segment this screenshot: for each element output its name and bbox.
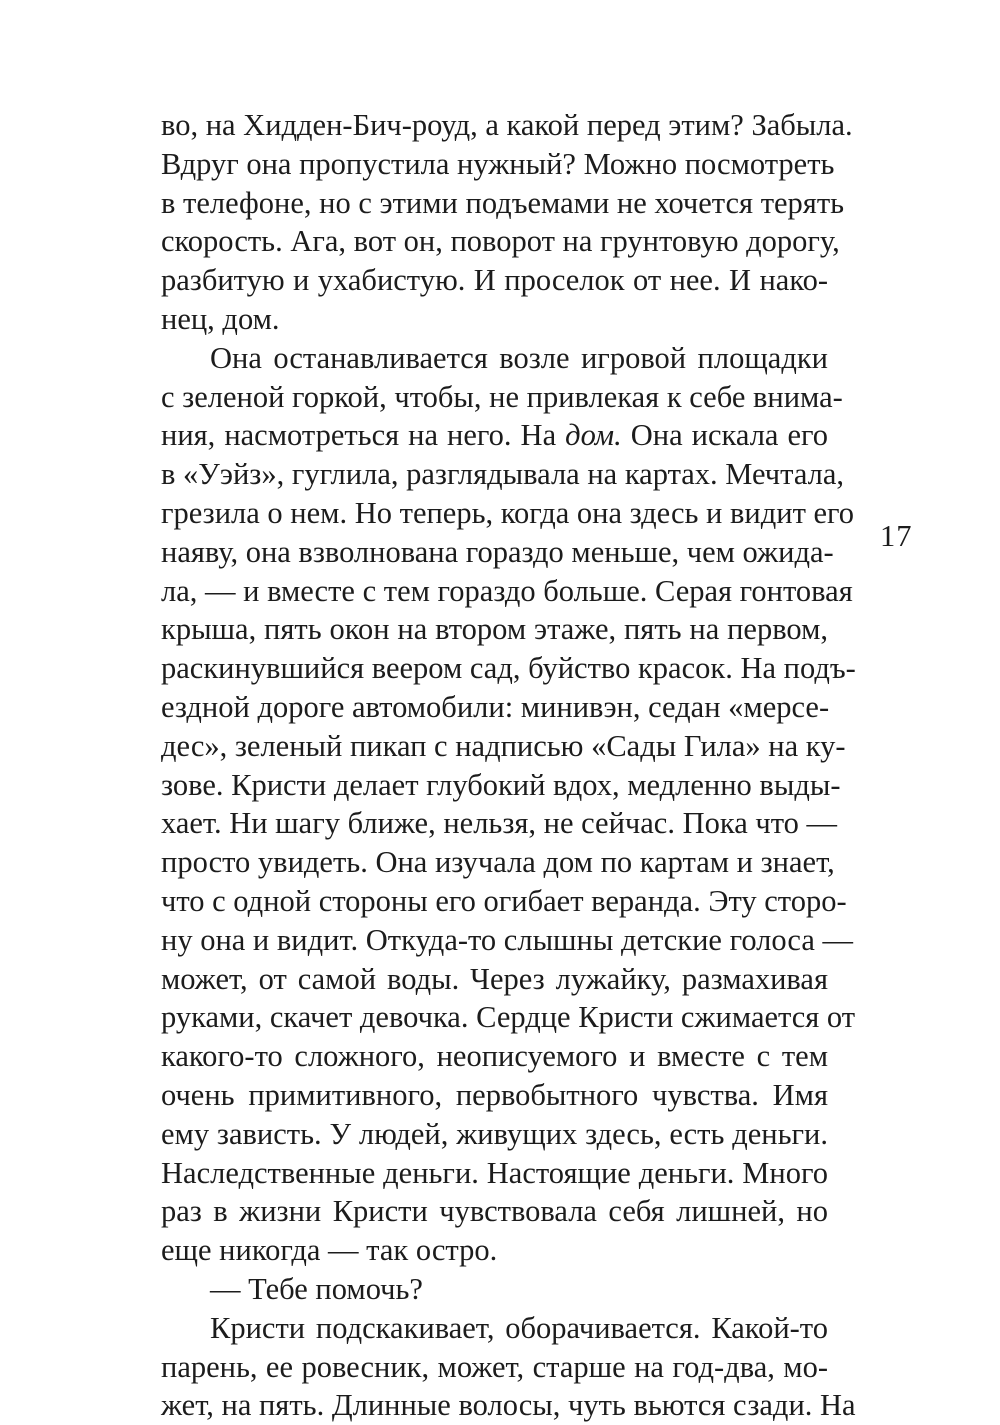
text-line: зове. Кристи делает глубокий вдох, медленно выды-	[161, 767, 841, 802]
emphasized-word: дом.	[565, 418, 622, 453]
dialogue-line: — Тебе помочь?	[210, 1271, 423, 1306]
text-line: очень примитивного, первобытного чувства. Имя	[161, 1077, 828, 1112]
text-line: ездной дороге автомобили: минивэн, седан «мерсе-	[161, 689, 830, 724]
text-line: парень, ее ровесник, может, старше на год-два, мо-	[161, 1349, 828, 1384]
text-line: раз в жизни Кристи чувствовала себя лишней, но	[161, 1194, 828, 1229]
text-line: что с одной стороны его огибает веранда. Эту сторо-	[161, 883, 847, 918]
text-line: наяву, она взволнована гораздо меньше, чем ожида-	[161, 534, 834, 569]
text-line: нец, дом.	[161, 301, 280, 336]
text-line: еще никогда — так остро.	[161, 1233, 498, 1268]
text-line: во, на Хидден-Бич-роуд, а какой перед этим? Забыла.	[161, 108, 853, 142]
text-line: хает. Ни шагу ближе, нельзя, не сейчас. Пока что —	[161, 806, 838, 841]
text-line: Кристи подскакивает, оборачивается. Какой-то	[210, 1310, 828, 1345]
text-line: какого-то сложного, неописуемого и вместе с тем	[161, 1039, 828, 1074]
text-line: грезила о нем. Но теперь, когда она здесь и видит его	[161, 495, 855, 530]
text-line-with-emphasis	[161, 416, 828, 455]
line-segment: ния, насмотреться на него. На	[161, 418, 566, 453]
text-line: разбитую и ухабистую. И проселок от нее. И нако-	[161, 263, 828, 298]
text-line: в «Уэйз», гуглила, разглядывала на картах. Мечтала,	[161, 457, 845, 492]
text-line: просто увидеть. Она изучала дом по картам и знает,	[161, 845, 835, 880]
text-line: в телефоне, но с этими подъемами не хочется терять	[161, 185, 845, 220]
text-line: дес», зеленый пикап с надписью «Сады Гила» на ку-	[161, 728, 846, 763]
text-line: крыша, пять окон на втором этаже, пять на первом,	[161, 612, 828, 647]
text-line: ла, — и вместе с тем гораздо больше. Серая гонтовая	[161, 573, 853, 608]
text-line: Вдруг она пропустила нужный? Можно посмотреть	[161, 146, 835, 181]
page-number: 17	[880, 519, 913, 553]
text-line: Наследственные деньги. Настоящие деньги. Много	[161, 1155, 828, 1190]
line-segment: Она искала его	[621, 418, 829, 453]
text-line: с зеленой горкой, чтобы, не привлекая к себе внима-	[161, 379, 843, 414]
text-line: Она останавливается возле игровой площадки	[210, 340, 828, 375]
text-line: скорость. Ага, вот он, поворот на грунтовую дорогу,	[161, 224, 840, 259]
text-line: руками, скачет девочка. Сердце Кристи сжимается от	[161, 1000, 856, 1035]
text-line: раскинувшийся веером сад, буйство красок. На подъ-	[161, 651, 856, 686]
text-line: может, от самой воды. Через лужайку, размахивая	[161, 961, 828, 996]
text-line: жет, на пять. Длинные волосы, чуть вьются сзади. На	[161, 1388, 856, 1423]
page-body-text	[161, 106, 856, 1425]
text-line: ну она и видит. Откуда-то слышны детские голоса —	[161, 922, 853, 957]
text-line: ему зависть. У людей, живущих здесь, есть деньги.	[161, 1116, 828, 1151]
